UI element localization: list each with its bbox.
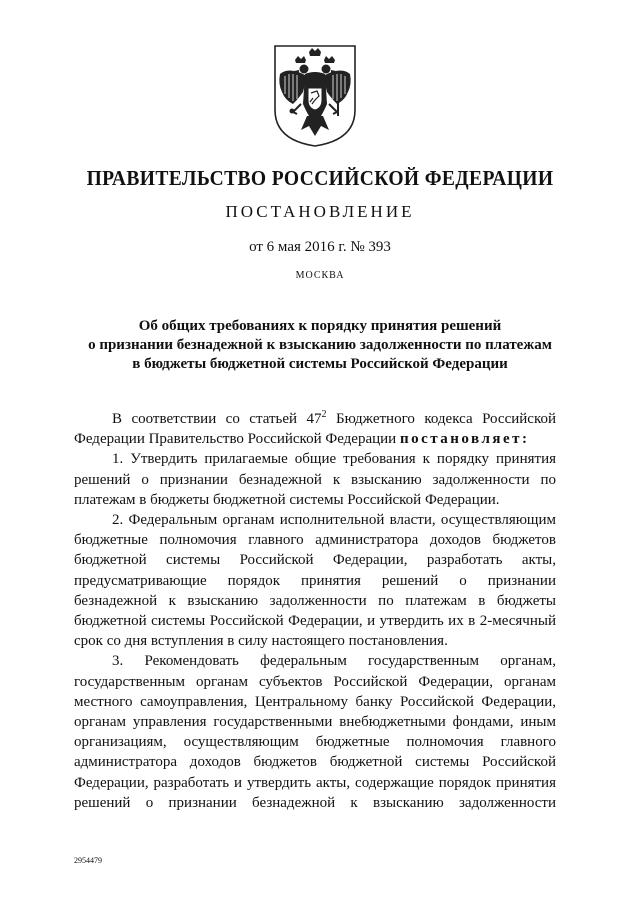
article-superscript: 2 xyxy=(321,409,327,420)
heading-line: Об общих требованиях к порядку принятия решений xyxy=(138,318,502,334)
document-type: ПОСТАНОВЛЕНИЕ xyxy=(225,202,415,221)
document-date: от 6 мая 2016 г. № 393 xyxy=(249,239,391,255)
preamble-end: Бюджетного кодекса Российской Федерации Правительство Российской Федерации xyxy=(74,411,556,448)
item-2-paragraph: 2. Федеральным органам исполнительной власти, осуществляющим бюджетные полномочия главного администратора доходов бюджетов бюджетной системы Российской Федерации, разработать акты, предусматривающие порядок принятия решений о признании безнадежной к взысканию задолженности по платежам в бюджеты бюджетной системы Российской Федерации, и утвердить их в 2-месячный срок со дня вступления в силу настоящего постановления. xyxy=(74,512,556,650)
resolution-keyword: постановляет: xyxy=(399,431,530,448)
heading-line: о признании безнадежной к взысканию задолженности по платежам xyxy=(88,337,552,353)
item-3-paragraph: 3. Рекомендовать федеральным государственным органам, государственным органам субъектов Российской Федерации, органам местного самоуправления, Центральному банку Российской Федерации, органам управления государственными внебюджетными фондами, иным организациям, осуществляющим бюджетные полномочия главного администратора доходов бюджетов бюджетной системы Российской Федерации, разработать и утвердить акты, содержащие порядок принятия решений о признании безнадежной к взысканию задолженности xyxy=(74,653,556,811)
document-city: МОСКВА xyxy=(295,270,345,281)
government-title: ПРАВИТЕЛЬСТВО РОССИЙСКОЙ ФЕДЕРАЦИИ xyxy=(86,166,554,190)
document-code: 2954479 xyxy=(74,856,102,865)
preamble-start: В соответствии со статьей 47 xyxy=(112,411,322,427)
item-1-paragraph: 1. Утвердить прилагаемые общие требования к порядку принятия решений о признании безнадежной к взысканию задолженности по платежам в бюджеты бюджетной системы Российской Федерации. xyxy=(74,451,556,508)
heading-line: в бюджеты бюджетной системы Российской Федерации xyxy=(132,356,508,372)
document-body xyxy=(74,405,556,813)
document-heading xyxy=(60,317,580,374)
preamble-paragraph xyxy=(74,405,556,449)
coat-of-arms-icon xyxy=(271,44,359,148)
